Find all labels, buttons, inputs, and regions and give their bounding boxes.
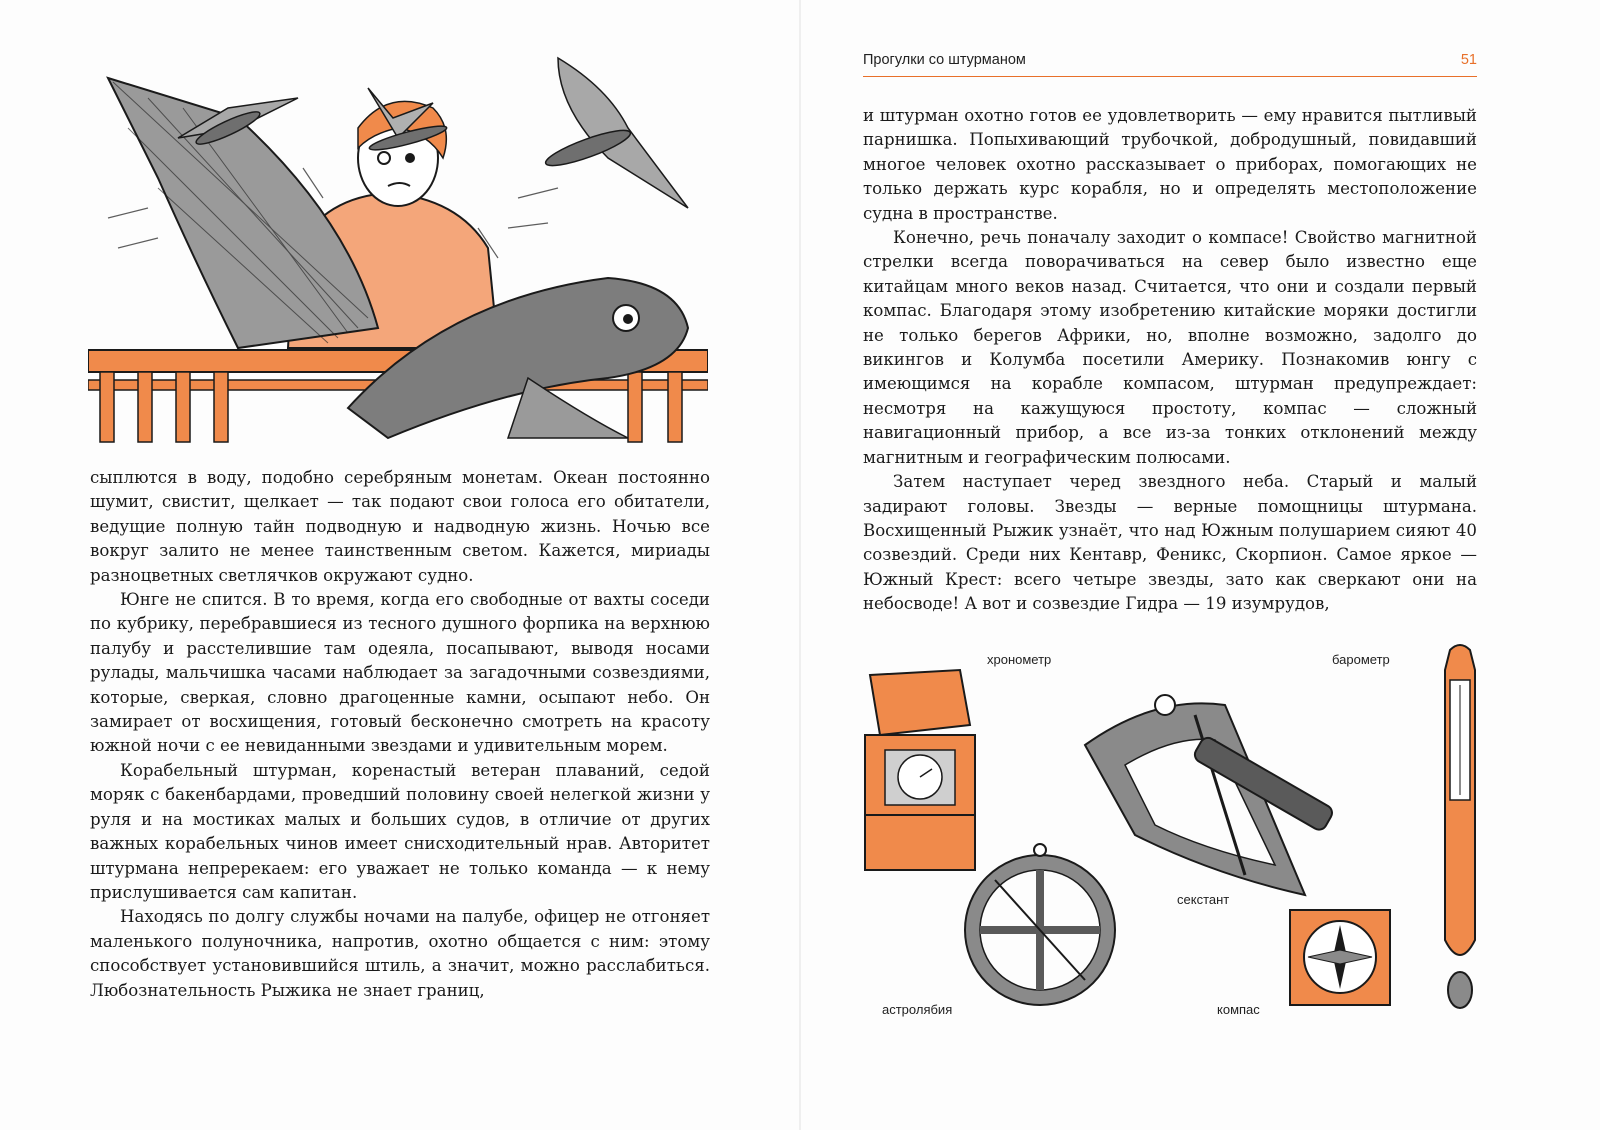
paragraph: Корабельный штурман, коренастый ветеран плаваний, седой моряк с бакенбардами, проведший половину своей нелегкой жизни у руля и на мостиках малых и больших судов, в отличие от других важных корабельных чинов имеет снисходительный нрав. Авторитет штурмана непререкаем: его уважает не только команда — к нему прислушивается сам капитан. — [90, 760, 710, 902]
astrolabe-drawing — [955, 840, 1125, 1010]
left-body-text — [90, 466, 710, 1003]
compass-label: компас — [1217, 1002, 1260, 1017]
page-number: 51 — [1460, 52, 1477, 68]
barometer-label: барометр — [1332, 652, 1390, 667]
paragraph: Затем наступает черед звездного неба. Старый и малый задирают головы. Звезды — верные помощницы штурмана. Восхищенный Рыжик узнаёт, что над Южным полушарием сияют 40 созвездий. Среди них Кентавр, Феникс, Скорпион. Самое яркое — Южный Крест: всего четыре звезды, зато как сверкают они на небосводе! А вот и созвездие Гидра — 19 изумрудов, — [863, 472, 1477, 614]
paragraph: и штурман охотно готов ее удовлетворить — ему нравится пытливый парнишка. Попыхивающий трубочкой, добродушный, повидавший многое человек охотно рассказывает о приборах, помогающих не только держать курс корабля, но и определять местоположение судна в пространстве. — [863, 106, 1477, 223]
compass-drawing — [1285, 905, 1395, 1010]
paragraph: сыплются в воду, подобно серебряным монетам. Океан постоянно шумит, свистит, щелкает — так подают свои голоса его обитатели, ведущие полную тайн подводную и надводную жизнь. Ночью все вокруг залито не менее таинственным светом. Кажется, мириады разноцветных светлячков окружают судно. — [90, 468, 710, 585]
paragraph: Конечно, речь поначалу заходит о компасе! Свойство магнитной стрелки всегда поворачиваться на север было известно еще китайцам много веков назад. Считается, что они и создали первый компас. Благодаря этому изобретению китайские моряки достигли не только берегов Африки, но, вполне возможно, задолго до викингов и Колумба посетили Америку. Познакомив юнгу с имеющимся на корабле компасом, штурман предупреждает: несмотря на кажущуюся простоту, компас — сложный навигационный прибор, а все из-за тонких отклонений между магнитным и географическим полюсами. — [863, 228, 1477, 467]
astrolabe-label: астролябия — [882, 1002, 953, 1017]
right-page — [800, 0, 1600, 1130]
running-head-title: Прогулки со штурманом — [863, 52, 1026, 68]
paragraph: Юнге не спится. В то время, когда его свободные от вахты соседи по кубрику, перебравшиеся из тесного душного форпика на верхнюю палубу и расстелившие там одеяла, посапывают, выводя носами рулады, мальчишка часами наблюдает за загадочными созвездиями, которые, сверкая, словно драгоценные камни, осыпают небо. Он замирает от восхищения, готовый бесконечно смотреть на красоту южной ночи с ее невиданными звездами и удивительным морем. — [90, 590, 710, 756]
navigation-instruments — [830, 640, 1500, 1040]
right-body-text — [863, 104, 1477, 617]
small-flying-fish-right — [543, 58, 688, 208]
sextant-label: секстант — [1177, 892, 1230, 907]
barometer-drawing — [1430, 640, 1490, 1020]
flying-fish-illustration — [88, 48, 708, 448]
chronometer-label: хронометр — [987, 652, 1052, 667]
running-head — [863, 50, 1477, 77]
paragraph: Находясь по долгу службы ночами на палубе, офицер не отгоняет маленького полуночника, напротив, охотно общается с ним: этому способствует установившийся штиль, а значит, можно расслабиться. Любознательность Рыжика не знает границ, — [90, 907, 710, 1000]
